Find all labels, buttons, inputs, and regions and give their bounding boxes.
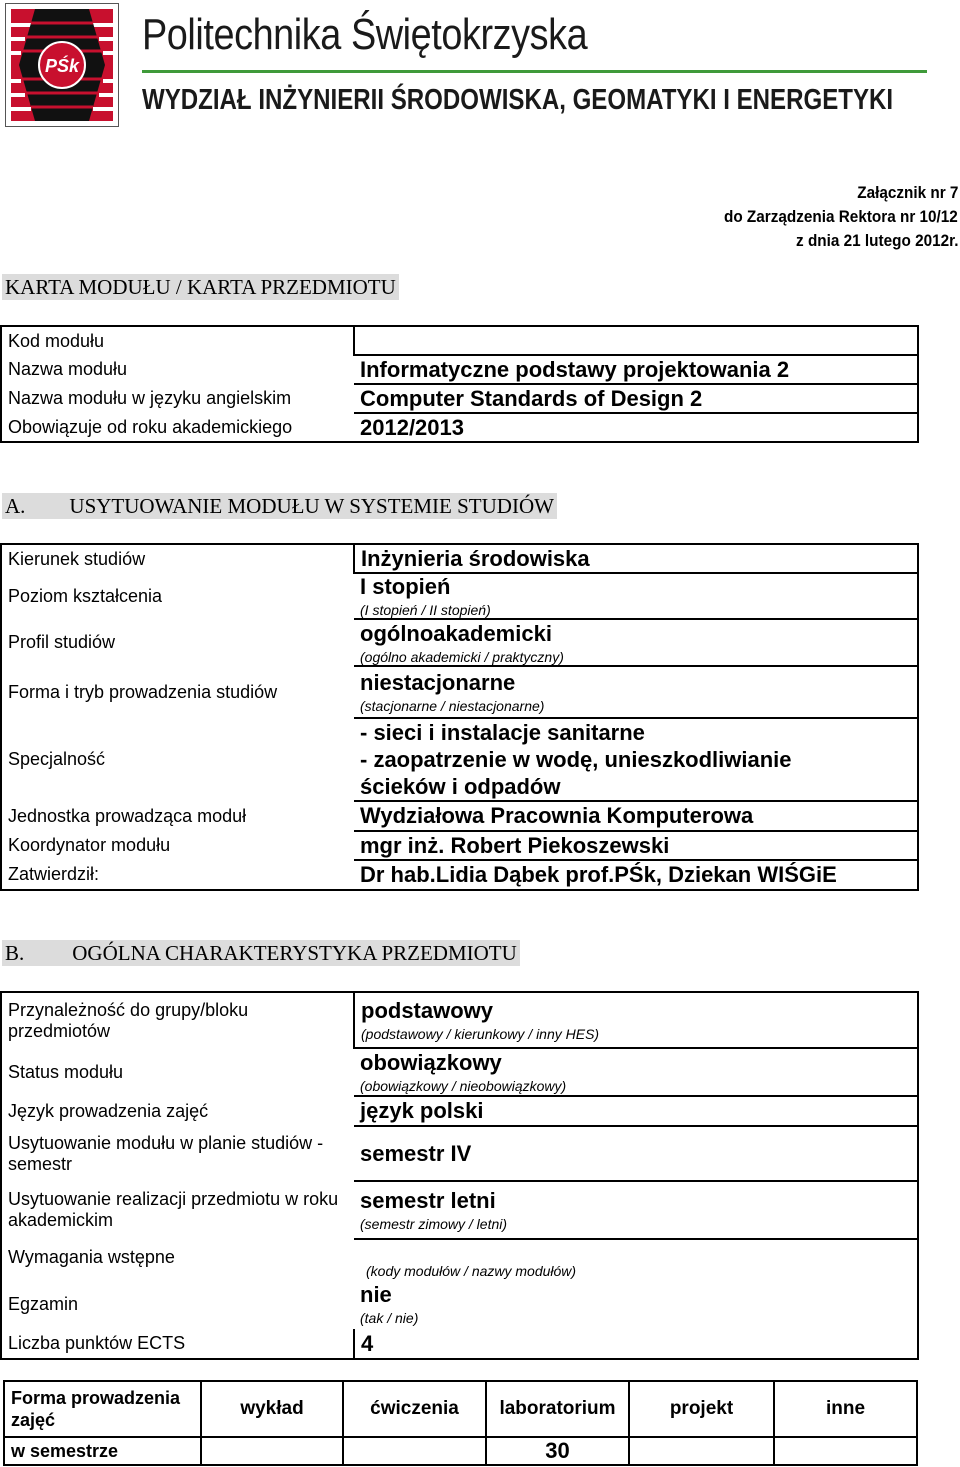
level-hint: (I stopień / II stopień) — [360, 602, 491, 618]
module-row — [1, 326, 918, 355]
profile-hint: (ogólno akademicki / praktyczny) — [360, 648, 564, 665]
table-row — [1, 1126, 918, 1181]
study-mode-value — [354, 666, 918, 718]
exam-text: nie — [360, 1282, 392, 1307]
exam-label: Egzamin — [1, 1279, 354, 1329]
prerequisites-hint: (kody modułów / nazwy modułów) — [366, 1263, 577, 1279]
module-name-value: Informatyczne podstawy projektowania 2 — [354, 355, 918, 384]
language-value: język polski — [354, 1096, 918, 1126]
section-a-text: USYTUOWANIE MODUŁU W SYSTEMIE STUDIÓW — [69, 494, 554, 518]
specialty-line-1: - sieci i instalacje sanitarne — [360, 720, 645, 745]
study-mode-text: niestacjonarne — [360, 670, 516, 695]
academic-year-value: 2012/2013 — [354, 413, 918, 442]
logo-text: PŚk — [44, 56, 80, 76]
status-hint: (obowiązkowy / nieobowiązkowy) — [360, 1078, 567, 1094]
profile-value — [354, 619, 918, 666]
specialty-line-3: ścieków i odpadów — [360, 774, 561, 799]
field-of-study-label: Kierunek studiów — [1, 544, 354, 573]
section-b-letter: B. — [5, 941, 25, 965]
university-name: Politechnika Świętokrzyska — [142, 10, 588, 59]
realization-value — [354, 1181, 918, 1239]
exam-hint: (tak / nie) — [360, 1310, 419, 1326]
specialty-label: Specjalność — [1, 718, 354, 801]
table-row — [1, 573, 918, 619]
table-row — [1, 1048, 918, 1096]
faculty-name: WYDZIAŁ INŻYNIERII ŚRODOWISKA, GEOMATYKI I ENERGETYKI — [142, 84, 894, 116]
profile-text: ogólnoakademicki — [360, 620, 552, 646]
annex-line-1: Załącznik nr 7 — [856, 183, 958, 202]
section-a-table — [0, 543, 919, 891]
table-row — [1, 718, 918, 801]
table-row — [1, 1239, 918, 1279]
table-row — [1, 544, 918, 573]
language-label: Język prowadzenia zajęć — [1, 1096, 354, 1126]
section-b-table — [0, 991, 919, 1360]
hours-other — [774, 1437, 917, 1465]
realization-hint: (semestr zimowy / letni) — [360, 1216, 508, 1232]
field-of-study-value: Inżynieria środowiska — [354, 544, 918, 573]
status-value — [354, 1048, 918, 1096]
level-text: I stopień — [360, 574, 451, 599]
module-name-en-label: Nazwa modułu w języku angielskim — [1, 384, 354, 413]
header-divider — [142, 70, 927, 73]
specialty-line-2: - zaopatrzenie w wodę, unieszkodliwianie — [360, 747, 792, 772]
col-lecture: wykład — [201, 1381, 343, 1437]
table-row — [1, 860, 918, 890]
study-mode-hint: (stacjonarne / niestacjonarne) — [360, 698, 545, 714]
hours-exercises — [343, 1437, 486, 1465]
table-row — [1, 1329, 918, 1359]
col-project: projekt — [629, 1381, 774, 1437]
coordinator-value: mgr inż. Robert Piekoszewski — [354, 831, 918, 860]
prerequisites-label: Wymagania wstępne — [1, 1239, 354, 1279]
section-b-text: OGÓLNA CHARAKTERYSTYKA PRZEDMIOTU — [72, 941, 517, 965]
section-b-title — [2, 940, 520, 966]
col-other: inne — [774, 1381, 917, 1437]
approved-by-label: Zatwierdził: — [1, 860, 354, 890]
section-a-title — [2, 493, 557, 519]
hours-laboratory: 30 — [486, 1437, 629, 1465]
exam-value — [354, 1279, 918, 1329]
col-laboratory: laboratorium — [486, 1381, 629, 1437]
unit-label: Jednostka prowadząca moduł — [1, 801, 354, 831]
hours-project — [629, 1437, 774, 1465]
group-text: podstawowy — [361, 998, 494, 1023]
group-label: Przynależność do grupy/bloku przedmiotów — [1, 992, 354, 1048]
table-row — [1, 1181, 918, 1239]
level-label: Poziom kształcenia — [1, 573, 354, 619]
study-mode-label: Forma i tryb prowadzenia studiów — [1, 666, 354, 718]
module-code-value — [354, 326, 918, 355]
annex-line-3: z dnia 21 lutego 2012r. — [795, 231, 958, 250]
realization-label: Usytuowanie realizacji przedmiotu w roku akademickim — [1, 1181, 354, 1239]
group-hint: (podstawowy / kierunkowy / inny HES) — [361, 1026, 600, 1042]
section-a-letter: A. — [5, 494, 26, 518]
ects-label: Liczba punktów ECTS — [1, 1329, 354, 1359]
group-value — [354, 992, 918, 1048]
semester-value: semestr IV — [354, 1126, 918, 1181]
module-table — [0, 325, 919, 443]
col-exercises: ćwiczenia — [343, 1381, 486, 1437]
table-row — [1, 1096, 918, 1126]
level-value — [354, 573, 918, 619]
status-text: obowiązkowy — [360, 1050, 502, 1075]
table-row — [1, 619, 918, 666]
module-row — [1, 384, 918, 413]
table-row — [1, 992, 918, 1048]
semester-hours-label: w semestrze — [4, 1437, 201, 1465]
hours-header-row — [4, 1381, 917, 1437]
semester-label: Usytuowanie modułu w planie studiów - semestr — [1, 1126, 354, 1181]
approved-by-value: Dr hab.Lidia Dąbek prof.PŚk, Dziekan WIŚGiE — [354, 860, 918, 890]
specialty-value — [354, 718, 918, 801]
university-logo — [5, 3, 119, 127]
table-row — [1, 666, 918, 718]
module-row — [1, 413, 918, 442]
table-row — [1, 831, 918, 860]
coordinator-label: Koordynator modułu — [1, 831, 354, 860]
profile-label: Profil studiów — [1, 619, 354, 666]
hours-lecture — [201, 1437, 343, 1465]
annex-line-2: do Zarządzenia Rektora nr 10/12 — [724, 207, 958, 226]
module-code-label: Kod modułu — [1, 326, 354, 355]
table-row — [1, 1279, 918, 1329]
form-label: Forma prowadzenia zajęć — [4, 1381, 201, 1437]
hours-value-row — [4, 1437, 917, 1465]
ects-value: 4 — [354, 1329, 918, 1359]
status-label: Status modułu — [1, 1048, 354, 1096]
module-row — [1, 355, 918, 384]
realization-text: semestr letni — [360, 1188, 496, 1213]
module-name-en-value: Computer Standards of Design 2 — [354, 384, 918, 413]
card-title: KARTA MODUŁU / KARTA PRZEDMIOTU — [2, 274, 399, 300]
academic-year-label: Obowiązuje od roku akademickiego — [1, 413, 354, 442]
hours-table — [3, 1380, 918, 1466]
unit-value: Wydziałowa Pracownia Komputerowa — [354, 801, 918, 831]
module-name-label: Nazwa modułu — [1, 355, 354, 384]
prerequisites-value — [354, 1239, 918, 1279]
table-row — [1, 801, 918, 831]
